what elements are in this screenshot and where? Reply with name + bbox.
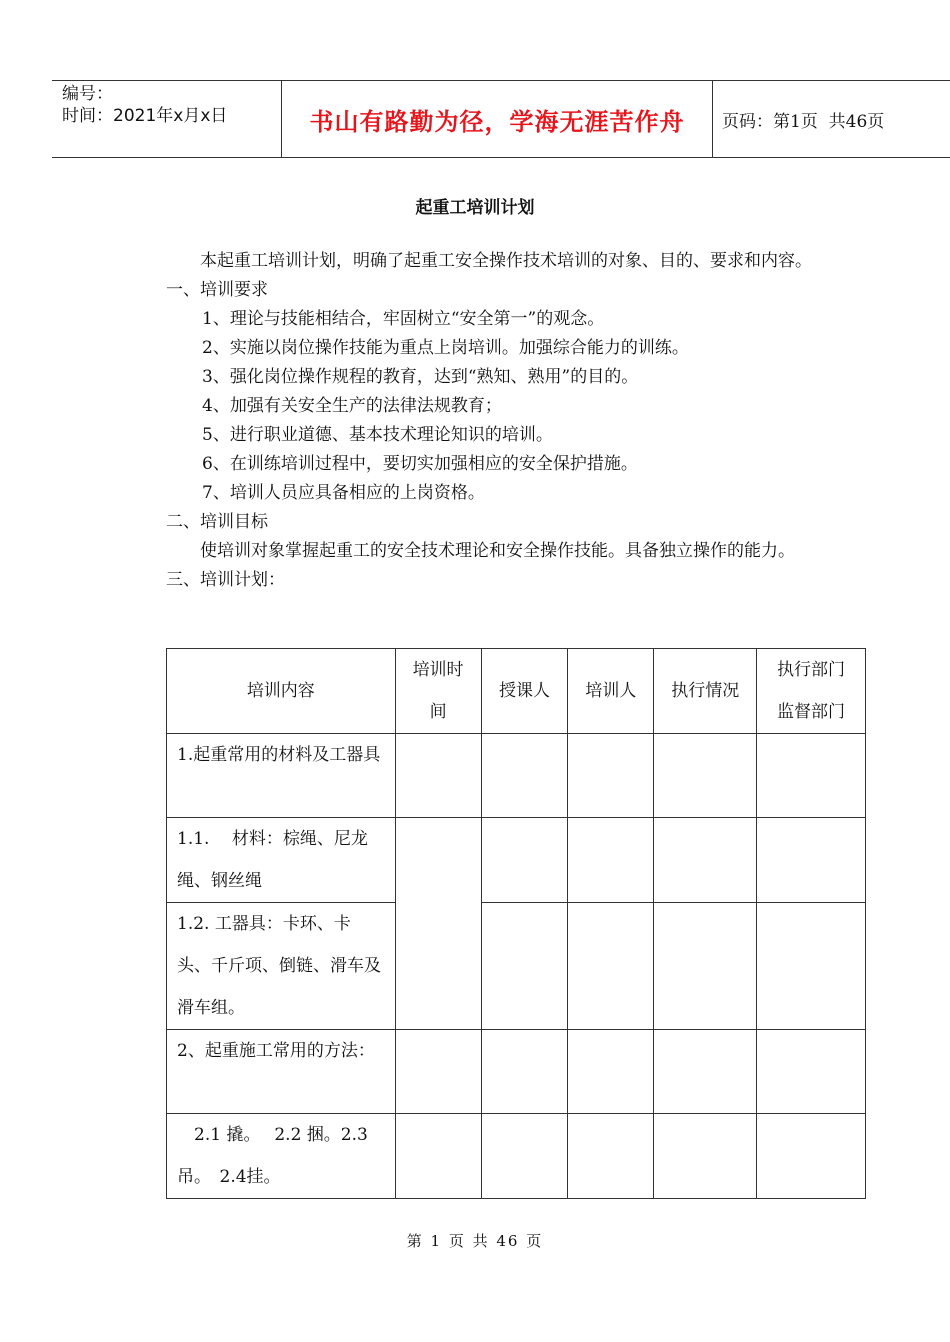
header-motto: 书山有路勤为径，学海无涯苦作舟: [309, 106, 685, 136]
header-lecturer: 授课人: [481, 649, 568, 734]
header-dept-line: 监督部门: [777, 702, 846, 722]
header-department: [757, 649, 866, 734]
requirement-item: 7、培训人员应具备相应的上岗资格。: [202, 483, 485, 503]
intro-paragraph: 本起重工培训计划，明确了起重工安全操作技术培训的对象、目的、要求和内容。: [200, 251, 812, 271]
training-plan-table: [166, 648, 866, 1199]
table-cell: [395, 734, 481, 818]
table-cell: [481, 1030, 568, 1114]
table-row: [167, 1030, 866, 1114]
table-cell: [654, 1030, 757, 1114]
table-cell: [654, 1114, 757, 1199]
table-cell: [654, 734, 757, 818]
table-cell: [757, 1030, 866, 1114]
table-cell: [481, 818, 568, 903]
row-content: 2.1 撬。 2.2 捆。2.3吊。 2.4挂。: [167, 1114, 396, 1199]
table-cell: [568, 734, 654, 818]
header-divider: [712, 81, 713, 157]
table-cell: [395, 1030, 481, 1114]
row-content: 1.2. 工器具：卡环、卡头、千斤项、倒链、滑车及滑车组。: [167, 903, 396, 1030]
section-heading-plan: 三、培训计划：: [166, 570, 285, 590]
page-footer: 第 1 页 共 46 页: [406, 1232, 544, 1250]
requirement-item: 6、在训练培训过程中，要切实加强相应的安全保护措施。: [202, 454, 638, 474]
page-header: [52, 80, 950, 158]
goal-paragraph: 使培训对象掌握起重工的安全技术理论和安全操作技能。具备独立操作的能力。: [200, 541, 795, 561]
table-cell: [568, 1030, 654, 1114]
table-cell: [395, 1114, 481, 1199]
document-number-label: 编号：: [62, 84, 113, 104]
header-page-info: [722, 81, 884, 157]
header-status: 执行情况: [654, 649, 757, 734]
table-cell: [568, 903, 654, 1030]
header-meta: [62, 83, 227, 127]
row-content: 2、起重施工常用的方法：: [167, 1030, 396, 1114]
header-time-line: 培训时: [412, 660, 464, 680]
table-cell: [568, 1114, 654, 1199]
table-cell: [568, 818, 654, 903]
table-header-row: [167, 649, 866, 734]
table-cell: [654, 818, 757, 903]
table-cell: [654, 903, 757, 1030]
table-cell: [395, 818, 481, 1030]
document-time-label: 时间：2021年x月x日: [62, 106, 228, 126]
header-trainee: 培训人: [568, 649, 654, 734]
header-time: [395, 649, 481, 734]
requirement-item: 1、理论与技能相结合，牢固树立“安全第一”的观念。: [202, 309, 605, 329]
table-cell: [481, 734, 568, 818]
table-cell: [757, 1114, 866, 1199]
table-cell: [757, 903, 866, 1030]
table-cell: [757, 734, 866, 818]
table-cell: [481, 1114, 568, 1199]
header-page-label: 页码：第1页 共46页: [722, 111, 885, 132]
requirement-item: 5、进行职业道德、基本技术理论知识的培训。: [202, 425, 553, 445]
document-body: [166, 247, 856, 595]
requirement-item: 4、加强有关安全生产的法律法规教育；: [202, 396, 502, 416]
header-time-line: 间: [429, 702, 447, 722]
table-row: [167, 734, 866, 818]
row-content: 1.起重常用的材料及工器具: [167, 734, 396, 818]
header-content: 培训内容: [167, 649, 396, 734]
row-content: 1.1. 材料：棕绳、尼龙绳、钢丝绳: [167, 818, 396, 903]
section-heading-goals: 二、培训目标: [166, 512, 268, 532]
table-cell: [481, 903, 568, 1030]
document-title: 起重工培训计划: [415, 198, 535, 218]
requirement-item: 3、强化岗位操作规程的教育，达到“熟知、熟用”的目的。: [202, 367, 639, 387]
header-dept-line: 执行部门: [777, 660, 846, 680]
requirement-item: 2、实施以岗位操作技能为重点上岗培训。加强综合能力的训练。: [202, 338, 689, 358]
table-row: [167, 903, 866, 1030]
table-row: [167, 1114, 866, 1199]
table-cell: [757, 818, 866, 903]
section-heading-requirements: 一、培训要求: [166, 280, 268, 300]
table-row: [167, 818, 866, 903]
